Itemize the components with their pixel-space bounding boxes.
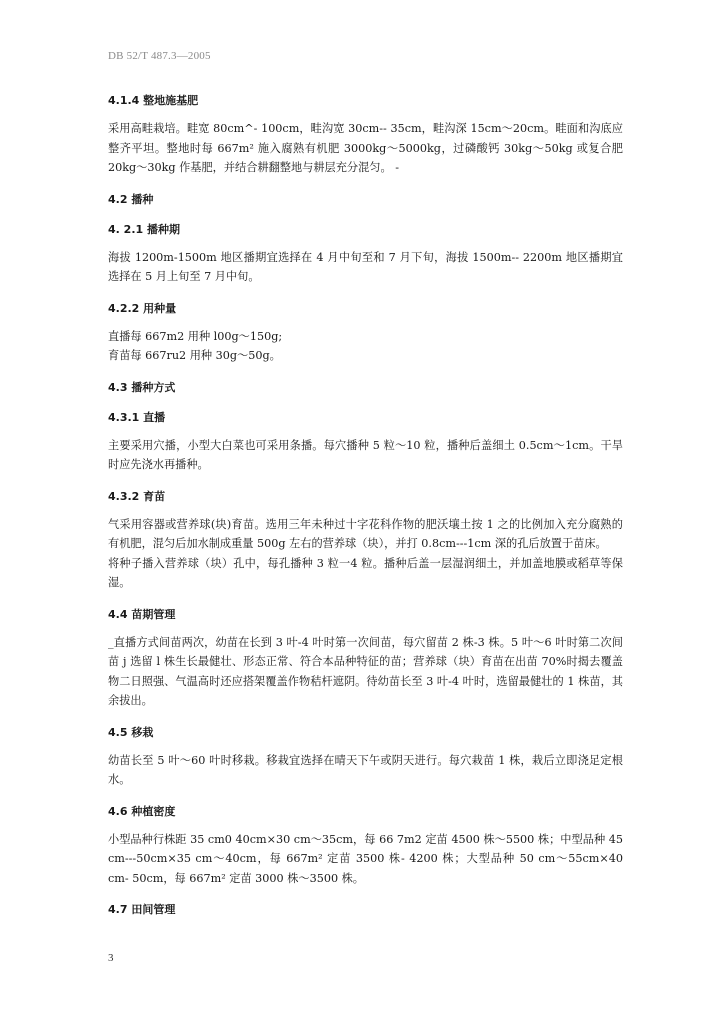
section-heading: 4.3.1 直播	[108, 410, 166, 424]
section-heading: 4.4 苗期管理	[108, 607, 176, 621]
paragraph: _直播方式间苗两次，幼苗在长到 3 叶-4 叶时第一次间苗，每穴留苗 2 株-3 株。5 叶～6 叶时第二次间苗 j 选留 l 株生长最健壮、形态正常、符合本品种特征的苗；营养球（块）育苗在出苗 70%时揭去覆盖物二日照强、气温高时还应搭架覆盖作物秸杆遮阴。待幼苗长至 3 叶-4 叶时，选留最健壮的 1 株苗，其余拔出。	[108, 635, 623, 707]
paragraph: 采用高畦栽培。畦宽 80cm^- 100cm，畦沟宽 30cm-- 35cm，畦沟深 15cm～20cm。畦面和沟底应整齐平坦。整地时每 667m² 施入腐熟有机肥 3000kg～5000kg，过磷酸钙 30kg～50kg 或复合肥 20kg～30kg 作基肥，并结合耕翻整地与耕层充分混匀。 -	[108, 122, 623, 174]
page-number: 3	[108, 952, 114, 964]
section	[108, 92, 623, 178]
section	[108, 191, 623, 208]
section	[108, 488, 623, 593]
paragraph: 气采用容器或营养球(块)育苗。选用三年未种过十字花科作物的肥沃壤土按 1 之的比例加入充分腐熟的有机肥，混匀后加水制成重量 500g 左右的营养球（块），并打 0.8cm---1cm 深的孔后放置于苗床。	[108, 517, 623, 550]
document-code: DB 52/T 487.3—2005	[108, 50, 211, 62]
section-heading: 4.3 播种方式	[108, 380, 176, 394]
section-heading: 4.1.4 整地施基肥	[108, 94, 199, 107]
section-heading: 4.3.2 育苗	[108, 489, 166, 503]
section	[108, 409, 623, 475]
section	[108, 803, 623, 889]
paragraph: 主要采用穴播，小型大白菜也可采用条播。每穴播种 5 粒～10 粒，播种后盖细土 0.5cm～1cm。干旱时应先浇水再播种。	[108, 438, 623, 471]
section-heading: 4.2.2 用种量	[108, 301, 177, 315]
document-body	[108, 92, 623, 931]
section	[108, 300, 623, 366]
section-heading: 4. 2.1 播种期	[108, 222, 180, 236]
section-heading: 4.5 移栽	[108, 725, 154, 739]
paragraph: 海拔 1200m-1500m 地区播期宜选择在 4 月中旬至和 7 月下旬，海拔 1500m-- 2200m 地区播期宜选择在 5 月上旬至 7 月中旬。	[108, 250, 623, 283]
paragraph: 小型品种行株距 35 cm0 40cm×30 cm～35cm，每 66 7m2 定苗 4500 株～5500 株；中型品种 45 cm---50cm×35 cm～40cm，每 667m² 定苗 3500 株- 4200 株；大型品种 50 cm～55cm×40 cm- 50cm，每 667m² 定苗 3000 株～3500 株。	[108, 832, 623, 885]
section-heading: 4.2 播种	[108, 192, 154, 206]
section	[108, 724, 623, 790]
paragraph: 直播每 667m2 用种 l00g～150g;	[108, 329, 283, 343]
section-heading: 4.6 种植密度	[108, 804, 176, 818]
section	[108, 606, 623, 711]
section	[108, 221, 623, 287]
paragraph: 将种子播入营养球（块）孔中，每孔播种 3 粒一4 粒。播种后盖一层湿润细土，并加盖地膜或稻草等保湿。	[108, 556, 623, 589]
section	[108, 379, 623, 396]
paragraph: 幼苗长至 5 叶～60 叶时移栽。移栽宜选择在晴天下午或阴天进行。每穴栽苗 1 株，栽后立即浇足定根水。	[108, 753, 623, 786]
section	[108, 901, 623, 918]
section-heading: 4.7 田间管理	[108, 903, 176, 916]
paragraph: 育苗每 667ru2 用种 30g～50g。	[108, 349, 281, 362]
